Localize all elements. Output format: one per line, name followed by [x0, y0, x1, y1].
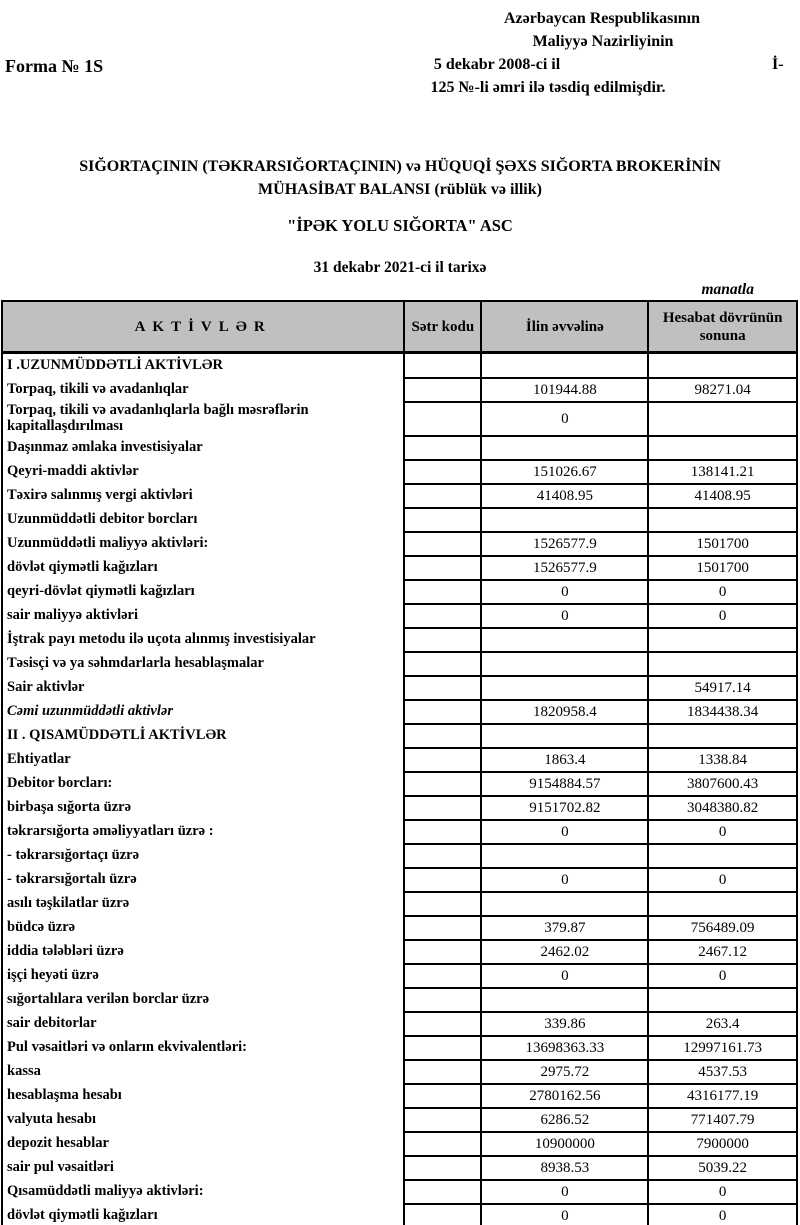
row-code-cell — [404, 676, 481, 700]
row-code-cell — [404, 868, 481, 892]
row-label: Qısamüddətli maliyyə aktivləri: — [2, 1180, 404, 1204]
approval-line-4: 125 №-li əmri ilə təsdiq edilmişdir. — [430, 79, 666, 96]
row-code-cell — [404, 460, 481, 484]
value-period-end: 1501700 — [648, 532, 797, 556]
row-code-cell — [404, 652, 481, 676]
approval-line-1: Azərbaycan Respublikasının — [503, 10, 701, 27]
row-code-cell — [404, 724, 481, 748]
value-year-start: 0 — [481, 1180, 648, 1204]
value-year-start — [481, 436, 648, 460]
value-year-start: 151026.67 — [481, 460, 648, 484]
value-period-end: 5039.22 — [648, 1156, 797, 1180]
value-year-start: 8938.53 — [481, 1156, 648, 1180]
header-period-end: Hesabat dövrünün sonuna — [648, 301, 797, 353]
row-code-cell — [404, 1084, 481, 1108]
row-label: təkrarsığorta əməliyyatları üzrə : — [2, 820, 404, 844]
table-row — [2, 1180, 797, 1204]
value-year-start: 13698363.33 — [481, 1036, 648, 1060]
row-label: Təxirə salınmış vergi aktivləri — [2, 484, 404, 508]
row-code-cell — [404, 1012, 481, 1036]
value-year-start: 101944.88 — [481, 378, 648, 402]
value-period-end: 0 — [648, 1204, 797, 1225]
row-label: sair maliyyə aktivləri — [2, 604, 404, 628]
row-code-cell — [404, 988, 481, 1012]
row-label: Pul vəsaitləri və onların ekvivalentləri: — [2, 1036, 404, 1060]
approval-line-3: 5 dekabr 2008-ci il — [433, 56, 561, 73]
value-period-end: 2467.12 — [648, 940, 797, 964]
report-date: 31 dekabr 2021-ci il tarixə — [313, 259, 487, 276]
value-period-end — [648, 724, 797, 748]
value-period-end: 7900000 — [648, 1132, 797, 1156]
value-period-end: 138141.21 — [648, 460, 797, 484]
row-code-cell — [404, 353, 481, 379]
table-row — [2, 532, 797, 556]
table-row — [2, 604, 797, 628]
value-period-end — [648, 844, 797, 868]
table-row — [2, 772, 797, 796]
table-row — [2, 460, 797, 484]
value-period-end: 1834438.34 — [648, 700, 797, 724]
value-period-end: 0 — [648, 580, 797, 604]
row-label: işçi heyəti üzrə — [2, 964, 404, 988]
value-period-end: 3048380.82 — [648, 796, 797, 820]
value-period-end: 263.4 — [648, 1012, 797, 1036]
value-year-start: 2780162.56 — [481, 1084, 648, 1108]
table-row — [2, 508, 797, 532]
row-label: Daşınmaz əmlaka investisiyalar — [2, 436, 404, 460]
value-period-end — [648, 508, 797, 532]
table-row — [2, 700, 797, 724]
value-period-end: 98271.04 — [648, 378, 797, 402]
row-code-cell — [404, 402, 481, 436]
row-code-cell — [404, 556, 481, 580]
table-row — [2, 676, 797, 700]
row-code-cell — [404, 1204, 481, 1225]
table-row — [2, 1084, 797, 1108]
row-label: büdcə üzrə — [2, 916, 404, 940]
value-year-start: 1863.4 — [481, 748, 648, 772]
form-number: Forma № 1S — [5, 56, 104, 76]
value-period-end: 12997161.73 — [648, 1036, 797, 1060]
value-period-end — [648, 628, 797, 652]
row-label: valyuta hesabı — [2, 1108, 404, 1132]
row-code-cell — [404, 1060, 481, 1084]
row-code-cell — [404, 378, 481, 402]
value-year-start — [481, 676, 648, 700]
value-period-end: 4537.53 — [648, 1060, 797, 1084]
value-period-end: 756489.09 — [648, 916, 797, 940]
table-row — [2, 1204, 797, 1225]
value-year-start: 6286.52 — [481, 1108, 648, 1132]
table-row — [2, 988, 797, 1012]
value-period-end — [648, 652, 797, 676]
table-row — [2, 844, 797, 868]
row-label: İştrak payı metodu ilə uçota alınmış investisiyalar — [2, 628, 404, 652]
row-code-cell — [404, 628, 481, 652]
table-row — [2, 628, 797, 652]
table-row — [2, 868, 797, 892]
table-row — [2, 940, 797, 964]
row-code-cell — [404, 1108, 481, 1132]
table-row — [2, 916, 797, 940]
row-label: dövlət qiymətli kağızları — [2, 1204, 404, 1225]
row-label: II . QISAMÜDDƏTLİ AKTİVLƏR — [2, 724, 404, 748]
row-code-cell — [404, 484, 481, 508]
currency-note: manatla — [701, 281, 754, 298]
value-year-start: 9151702.82 — [481, 796, 648, 820]
row-label: sığortalılara verilən borclar üzrə — [2, 988, 404, 1012]
row-label: - təkrarsığortalı üzrə — [2, 868, 404, 892]
value-period-end: 0 — [648, 604, 797, 628]
document-title-line-1: SIĞORTAÇININ (TƏKRARSIĞORTAÇININ) və HÜQUQİ ŞƏXS SIĞORTA BROKERİNİN — [79, 158, 721, 175]
row-code-cell — [404, 844, 481, 868]
table-row — [2, 556, 797, 580]
row-label: hesablaşma hesabı — [2, 1084, 404, 1108]
value-year-start: 41408.95 — [481, 484, 648, 508]
table-header-row — [2, 301, 797, 353]
value-year-start: 0 — [481, 402, 648, 436]
value-year-start — [481, 724, 648, 748]
value-year-start: 1820958.4 — [481, 700, 648, 724]
row-code-cell — [404, 532, 481, 556]
value-year-start: 0 — [481, 604, 648, 628]
table-row — [2, 1132, 797, 1156]
row-code-cell — [404, 700, 481, 724]
table-row — [2, 1012, 797, 1036]
row-label: Cəmi uzunmüddətli aktivlər — [2, 700, 404, 724]
value-period-end — [648, 892, 797, 916]
header-row-code: Sətr kodu — [404, 301, 481, 353]
row-label: iddia tələbləri üzrə — [2, 940, 404, 964]
row-code-cell — [404, 916, 481, 940]
row-label: sair pul vəsaitləri — [2, 1156, 404, 1180]
value-period-end: 1501700 — [648, 556, 797, 580]
value-period-end: 41408.95 — [648, 484, 797, 508]
value-year-start: 0 — [481, 820, 648, 844]
value-year-start: 9154884.57 — [481, 772, 648, 796]
value-period-end — [648, 353, 797, 379]
row-code-cell — [404, 796, 481, 820]
table-row — [2, 580, 797, 604]
value-year-start: 10900000 — [481, 1132, 648, 1156]
value-period-end — [648, 988, 797, 1012]
row-code-cell — [404, 604, 481, 628]
table-row — [2, 436, 797, 460]
table-row — [2, 1060, 797, 1084]
row-label: birbaşa sığorta üzrə — [2, 796, 404, 820]
row-code-cell — [404, 892, 481, 916]
table-row — [2, 378, 797, 402]
row-code-cell — [404, 508, 481, 532]
row-label: Debitor borcları: — [2, 772, 404, 796]
value-period-end — [648, 402, 797, 436]
row-code-cell — [404, 1036, 481, 1060]
value-period-end: 0 — [648, 820, 797, 844]
table-row — [2, 748, 797, 772]
value-period-end: 1338.84 — [648, 748, 797, 772]
value-year-start: 0 — [481, 580, 648, 604]
table-row — [2, 964, 797, 988]
balance-table — [1, 300, 798, 1225]
value-year-start: 1526577.9 — [481, 556, 648, 580]
row-label: Torpaq, tikili və avadanlıqlar — [2, 378, 404, 402]
row-label: Ehtiyatlar — [2, 748, 404, 772]
value-period-end: 0 — [648, 868, 797, 892]
row-label: Təsisçi və ya səhmdarlarla hesablaşmalar — [2, 652, 404, 676]
row-code-cell — [404, 940, 481, 964]
row-label: - təkrarsığortaçı üzrə — [2, 844, 404, 868]
table-row — [2, 1036, 797, 1060]
row-label: asılı təşkilatlar üzrə — [2, 892, 404, 916]
row-code-cell — [404, 580, 481, 604]
value-period-end: 4316177.19 — [648, 1084, 797, 1108]
row-code-cell — [404, 748, 481, 772]
value-year-start: 0 — [481, 964, 648, 988]
value-year-start: 339.86 — [481, 1012, 648, 1036]
value-year-start: 2975.72 — [481, 1060, 648, 1084]
row-code-cell — [404, 1180, 481, 1204]
table-row — [2, 820, 797, 844]
table-row — [2, 652, 797, 676]
row-code-cell — [404, 1132, 481, 1156]
value-year-start — [481, 844, 648, 868]
row-label: Uzunmüddətli maliyyə aktivləri: — [2, 532, 404, 556]
row-label: Torpaq, tikili və avadanlıqlarla bağlı məsrəflərin kapitallaşdırılması — [2, 402, 404, 436]
value-year-start: 2462.02 — [481, 940, 648, 964]
value-year-start — [481, 628, 648, 652]
row-label: qeyri-dövlət qiymətli kağızları — [2, 580, 404, 604]
value-period-end — [648, 436, 797, 460]
value-period-end: 771407.79 — [648, 1108, 797, 1132]
header-year-start: İlin əvvəlinə — [481, 301, 648, 353]
table-row — [2, 724, 797, 748]
row-label: kassa — [2, 1060, 404, 1084]
row-label: depozit hesablar — [2, 1132, 404, 1156]
row-code-cell — [404, 772, 481, 796]
header-assets: AKTİVLƏR — [2, 301, 404, 353]
value-period-end: 3807600.43 — [648, 772, 797, 796]
value-year-start — [481, 508, 648, 532]
value-year-start: 0 — [481, 868, 648, 892]
table-row — [2, 796, 797, 820]
value-year-start — [481, 988, 648, 1012]
company-name: "İPƏK YOLU SIĞORTA" ASC — [287, 216, 513, 235]
row-label: Uzunmüddətli debitor borcları — [2, 508, 404, 532]
approval-line-3-right: İ- — [772, 56, 784, 73]
value-year-start — [481, 353, 648, 379]
row-code-cell — [404, 964, 481, 988]
row-label: I .UZUNMÜDDƏTLİ AKTİVLƏR — [2, 353, 404, 379]
row-code-cell — [404, 1156, 481, 1180]
table-row — [2, 1108, 797, 1132]
table-body — [2, 353, 797, 1225]
value-period-end: 54917.14 — [648, 676, 797, 700]
row-label: dövlət qiymətli kağızları — [2, 556, 404, 580]
value-year-start: 0 — [481, 1204, 648, 1225]
table-row — [2, 402, 797, 436]
row-code-cell — [404, 436, 481, 460]
table-row — [2, 353, 797, 379]
value-year-start: 1526577.9 — [481, 532, 648, 556]
document-title-line-2: MÜHASİBAT BALANSI (rüblük və illik) — [258, 181, 542, 198]
table-row — [2, 1156, 797, 1180]
approval-line-2: Maliyyə Nazirliyinin — [532, 33, 674, 50]
row-label: Sair aktivlər — [2, 676, 404, 700]
value-period-end: 0 — [648, 964, 797, 988]
value-year-start — [481, 652, 648, 676]
value-year-start — [481, 892, 648, 916]
value-period-end: 0 — [648, 1180, 797, 1204]
table-row — [2, 892, 797, 916]
row-label: sair debitorlar — [2, 1012, 404, 1036]
table-row — [2, 484, 797, 508]
row-code-cell — [404, 820, 481, 844]
value-year-start: 379.87 — [481, 916, 648, 940]
row-label: Qeyri-maddi aktivlər — [2, 460, 404, 484]
